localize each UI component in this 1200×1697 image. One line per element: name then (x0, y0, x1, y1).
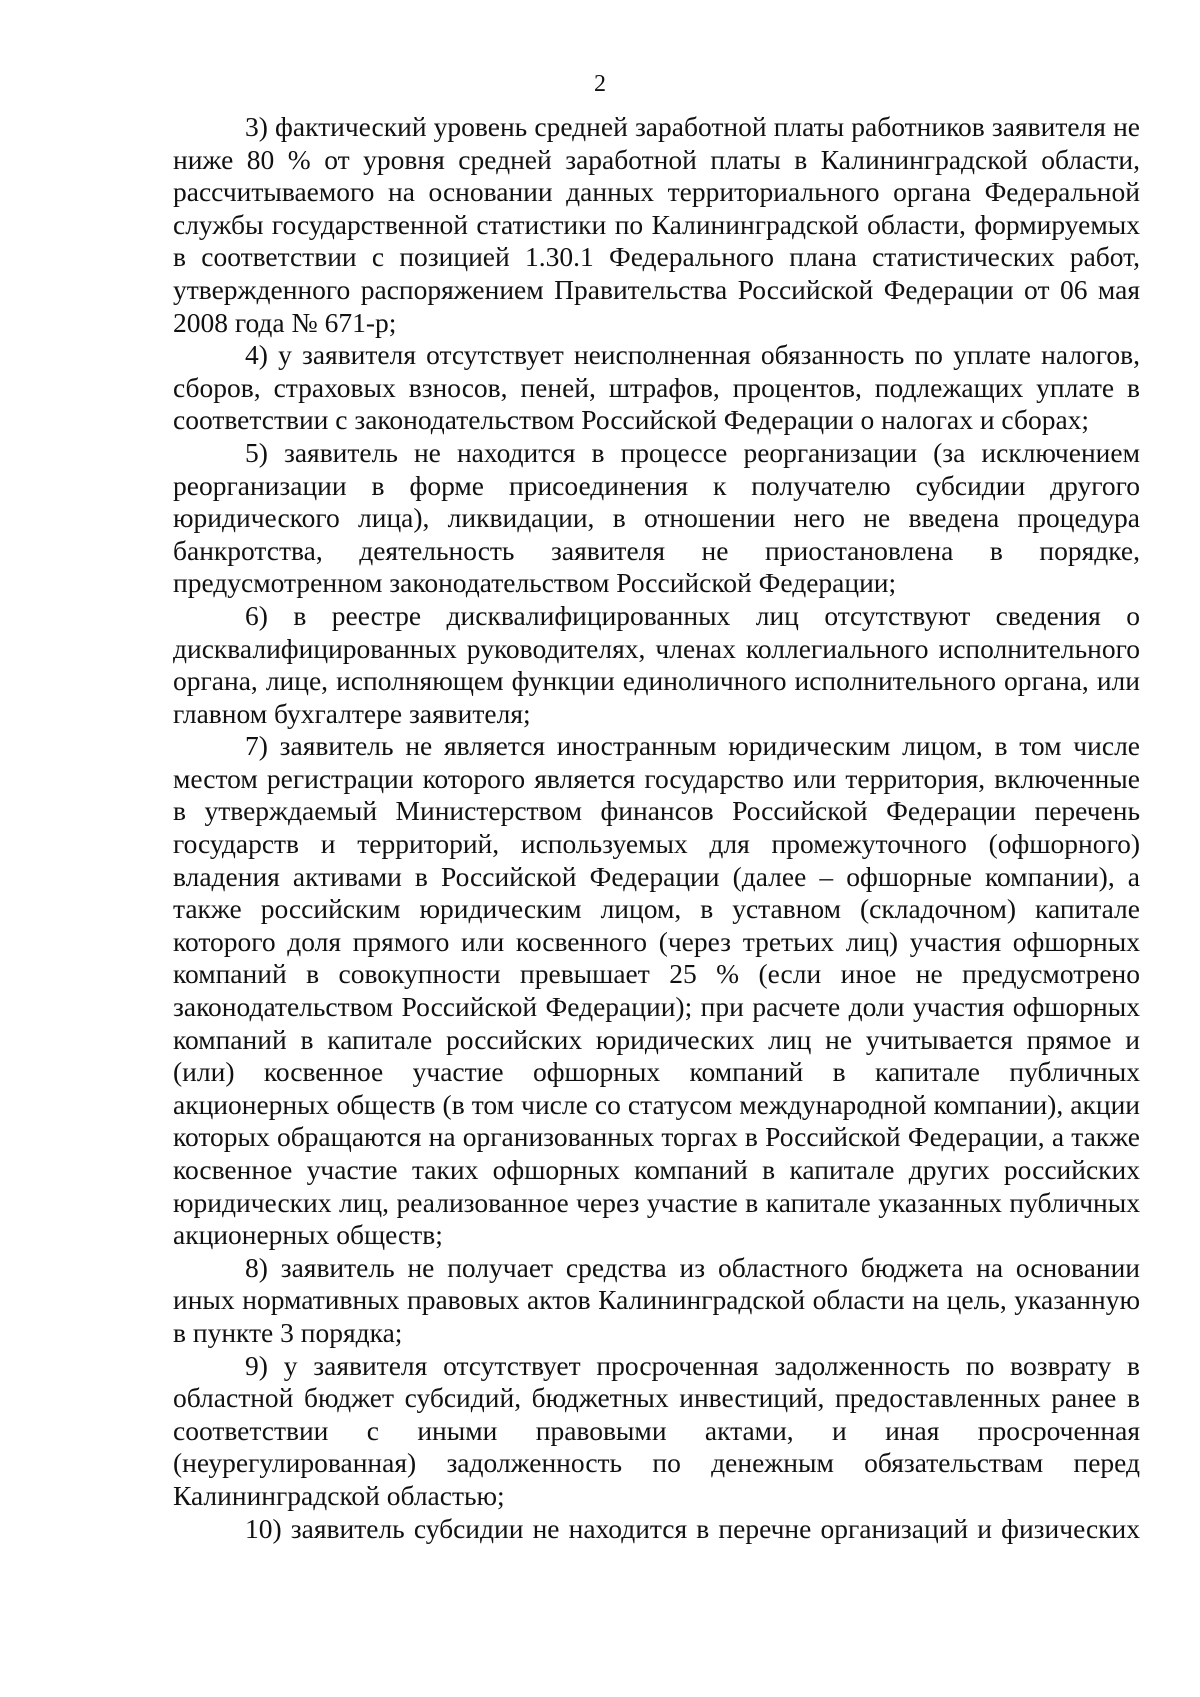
document-body (173, 111, 1140, 1545)
paragraph-item-4: 4) у заявителя отсутствует неисполненная обязанность по уплате налогов, сборов, страховых взносов, пеней, штрафов, процентов, подлежащих уплате в соответствии с законодательством Российской Федерации о налогах и сборах; (173, 339, 1140, 436)
paragraph-item-10: 10) заявитель субсидии не находится в перечне организаций и физических (245, 1512, 1140, 1544)
paragraph-item-6: 6) в реестре дисквалифицированных лиц отсутствуют сведения о дисквалифицированных руководителях, членах коллегиального исполнительного органа, лице, исполняющем функции единоличного исполнительного органа, или главном бухгалтере заявителя; (173, 599, 1140, 729)
paragraph-item-5: 5) заявитель не находится в процессе реорганизации (за исключением реорганизации в форме присоединения к получателю субсидии другого юридического лица), ликвидации, в отношении него не введена процедура банкротства, деятельность заявителя не приостановлена в порядке, предусмотренном законодательством Российской Федерации; (173, 436, 1140, 599)
paragraph-item-7: 7) заявитель не является иностранным юридическим лицом, в том числе местом регистрации которого является государство или территория, включенные в утверждаемый Министерством финансов Российской Федерации перечень государств и территорий, используемых для промежуточного (офшорного) владения активами в Российской Федерации (далее – офшорные компании), а также российским юридическим лицом, в уставном (складочном) капитале которого доля прямого или косвенного (через третьих лиц) участия офшорных компаний в совокупности превышает 25 % (если иное не предусмотрено законодательством Российской Федерации); при расчете доли участия офшорных компаний в капитале российских юридических лиц не учитывается прямое и (или) косвенное участие офшорных компаний в капитале публичных акционерных обществ (в том числе со статусом международной компании), акции которых обращаются на организованных торгах в Российской Федерации, а также косвенное участие таких офшорных компаний в капитале других российских юридических лиц, реализованное через участие в капитале указанных публичных акционерных обществ; (173, 730, 1140, 1251)
page-number: 2 (594, 71, 606, 97)
paragraph-item-3: 3) фактический уровень средней заработной платы работников заявителя не ниже 80 % от уровня средней заработной платы в Калининградской области, рассчитываемого на основании данных территориального органа Федеральной службы государственной статистики по Калининградской области, формируемых в соответствии с позицией 1.30.1 Федерального плана статистических работ, утвержденного распоряжением Правительства Российской Федерации от 06 мая 2008 года № 671-р; (173, 111, 1140, 338)
paragraph-item-8: 8) заявитель не получает средства из областного бюджета на основании иных нормативных правовых актов Калининградской области на цель, указанную в пункте 3 порядка; (173, 1251, 1140, 1348)
paragraph-item-9: 9) у заявителя отсутствует просроченная задолженность по возврату в областной бюджет субсидий, бюджетных инвестиций, предоставленных ранее в соответствии с иными правовыми актами, и иная просроченная (неурегулированная) задолженность по денежным обязательствам перед Калининградской областью; (173, 1349, 1140, 1511)
